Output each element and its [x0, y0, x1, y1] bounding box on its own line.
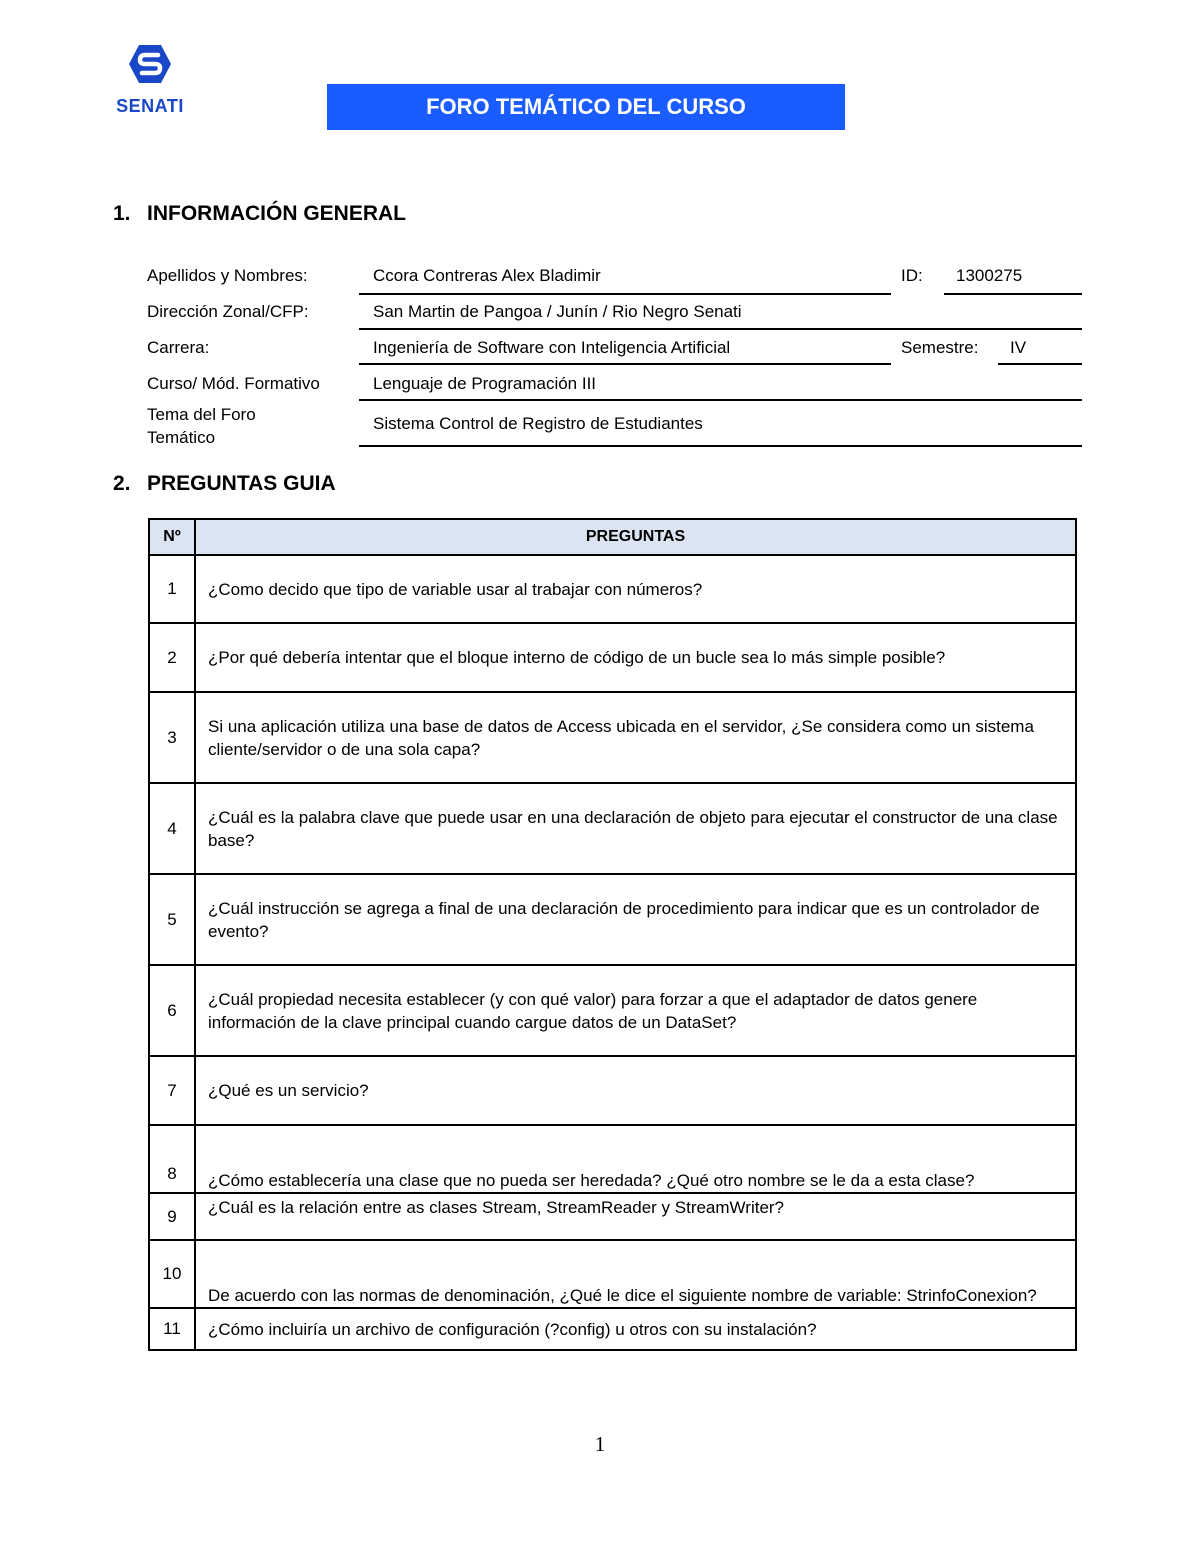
question-number: 2 — [149, 623, 195, 692]
carrera-label: Carrera: — [147, 338, 210, 357]
table-row — [149, 555, 1076, 623]
question-text: ¿Qué es un servicio? — [195, 1056, 1076, 1125]
carrera-value: Ingeniería de Software con Inteligencia Artificial — [359, 334, 891, 365]
section-1-number: 1. — [113, 202, 131, 225]
section-2-number: 2. — [113, 472, 131, 495]
tema-label — [147, 403, 256, 449]
table-row — [149, 1308, 1076, 1350]
question-text: ¿Cómo establecería una clase que no pueda ser heredada? ¿Qué otro nombre se le da a esta clase? — [195, 1125, 1076, 1193]
question-text: ¿Cuál instrucción se agrega a final de una declaración de procedimiento para indicar que es un controlador de evento? — [195, 874, 1076, 965]
question-number: 3 — [149, 692, 195, 783]
apellidos-value: Ccora Contreras Alex Bladimir — [359, 262, 891, 295]
question-number: 9 — [149, 1193, 195, 1240]
question-text: ¿Cómo incluiría un archivo de configuración (?config) u otros con su instalación? — [195, 1308, 1076, 1350]
table-row — [149, 1240, 1076, 1308]
semestre-label: Semestre: — [901, 338, 979, 357]
table-row — [149, 783, 1076, 874]
section-2-heading — [113, 472, 336, 496]
question-number: 1 — [149, 555, 195, 623]
question-number: 11 — [149, 1308, 195, 1350]
question-text: Si una aplicación utiliza una base de datos de Access ubicada en el servidor, ¿Se considera como un sistema cliente/servidor o de una sola capa? — [195, 692, 1076, 783]
col-questions-header: PREGUNTAS — [195, 519, 1076, 555]
curso-label: Curso/ Mód. Formativo — [147, 374, 320, 393]
question-number: 10 — [149, 1240, 195, 1308]
question-number: 8 — [149, 1125, 195, 1193]
question-number: 6 — [149, 965, 195, 1056]
questions-table-header — [149, 519, 1076, 555]
table-row — [149, 874, 1076, 965]
section-1-title: INFORMACIÓN GENERAL — [147, 202, 406, 225]
question-number: 4 — [149, 783, 195, 874]
id-label: ID: — [901, 266, 923, 285]
question-text: ¿Como decido que tipo de variable usar al trabajar con números? — [195, 555, 1076, 623]
senati-logo — [112, 44, 188, 120]
table-row — [149, 1193, 1076, 1240]
table-row — [149, 692, 1076, 783]
question-text: De acuerdo con las normas de denominación, ¿Qué le dice el siguiente nombre de variable: StrinfoConexion? — [195, 1240, 1076, 1308]
table-row — [149, 623, 1076, 692]
semestre-value: IV — [998, 334, 1082, 365]
tema-value: Sistema Control de Registro de Estudiantes — [359, 406, 1082, 447]
direccion-label: Dirección Zonal/CFP: — [147, 302, 309, 321]
question-text: ¿Por qué debería intentar que el bloque interno de código de un bucle sea lo más simple posible? — [195, 623, 1076, 692]
senati-logo-icon — [128, 44, 172, 84]
question-text: ¿Cuál es la palabra clave que puede usar en una declaración de objeto para ejecutar el constructor de una clase base? — [195, 783, 1076, 874]
id-value: 1300275 — [944, 262, 1082, 295]
logo-text: SENATI — [116, 96, 184, 116]
table-row — [149, 1056, 1076, 1125]
question-number: 5 — [149, 874, 195, 965]
page-title-banner: FORO TEMÁTICO DEL CURSO — [327, 84, 845, 130]
curso-value: Lenguaje de Programación III — [359, 370, 1082, 401]
question-text: ¿Cuál es la relación entre as clases Stream, StreamReader y StreamWriter? — [195, 1193, 1076, 1240]
apellidos-label: Apellidos y Nombres: — [147, 266, 308, 285]
tema-label-line-2: Temático — [147, 428, 216, 447]
questions-table — [148, 518, 1077, 1351]
question-text: ¿Cuál propiedad necesita establecer (y con qué valor) para forzar a que el adaptador de datos genere información de la clave principal cuando cargue datos de un DataSet? — [195, 965, 1076, 1056]
table-row — [149, 965, 1076, 1056]
section-1-heading — [113, 202, 406, 226]
direccion-value: San Martin de Pangoa / Junín / Rio Negro Senati — [359, 298, 1082, 330]
page-number: 1 — [594, 1432, 606, 1456]
table-row — [149, 1125, 1076, 1193]
question-number: 7 — [149, 1056, 195, 1125]
section-2-title: PREGUNTAS GUIA — [147, 472, 336, 495]
tema-label-line-1: Tema del Foro — [147, 405, 256, 424]
col-number-header: Nº — [149, 519, 195, 555]
